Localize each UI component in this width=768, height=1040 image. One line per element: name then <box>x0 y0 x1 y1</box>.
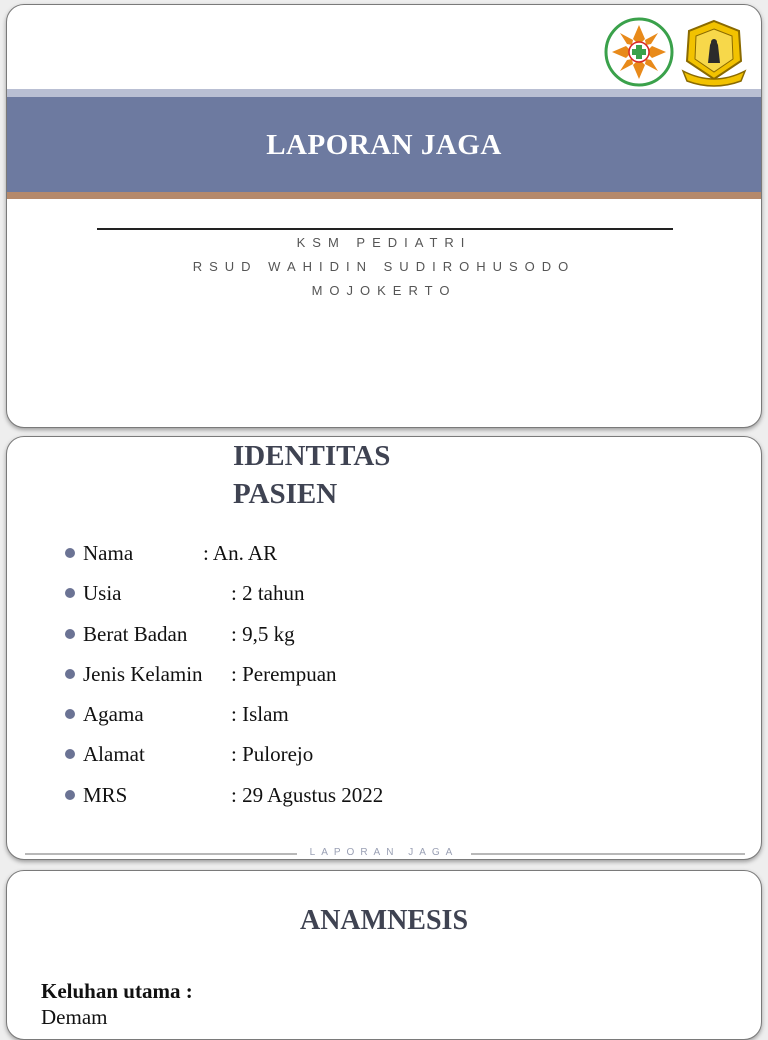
item-label: Alamat <box>83 742 145 767</box>
item-label: MRS <box>83 782 128 807</box>
slide-heading <box>233 437 473 513</box>
hospital-logo-icon <box>603 15 675 89</box>
item-label: Nama <box>83 541 134 565</box>
divider <box>97 228 673 230</box>
subtitle-line: KSM PEDIATRI <box>296 235 472 250</box>
title-band <box>7 89 761 201</box>
item-value: : 29 Agustus 2022 <box>231 782 384 807</box>
university-seal-icon <box>677 15 751 89</box>
title-slide <box>6 4 762 428</box>
bullet-icon <box>65 588 75 598</box>
bullet-icon <box>65 709 75 719</box>
identity-slide <box>6 436 762 860</box>
item-label: Jenis Kelamin <box>83 661 203 686</box>
slide-title: LAPORAN JAGA <box>266 128 502 161</box>
item-value: : Pulorejo <box>231 742 314 767</box>
item-value: : An. AR <box>203 541 278 565</box>
heading-line: IDENTITAS <box>233 440 391 472</box>
bullet-icon <box>65 548 75 558</box>
item-value: : Perempuan <box>231 661 337 686</box>
item-label: Berat Badan <box>83 621 188 646</box>
bullet-icon <box>65 629 75 639</box>
bullet-icon <box>65 749 75 759</box>
item-label: Agama <box>83 702 144 727</box>
item-value: : 9,5 kg <box>231 621 295 646</box>
item-value: : 2 tahun <box>231 581 305 606</box>
subtitle-line: RSUD WAHIDIN SUDIROHUSODO <box>192 259 576 274</box>
heading-line: PASIEN <box>233 478 338 510</box>
keluhan-label: Keluhan utama : <box>41 979 193 1003</box>
slide-heading: ANAMNESIS <box>299 905 469 936</box>
item-label: Usia <box>83 581 122 606</box>
bullet-icon <box>65 669 75 679</box>
slide-footer: LAPORAN JAGA <box>309 847 459 858</box>
item-value: : Islam <box>231 702 289 727</box>
bullet-icon <box>65 790 75 800</box>
keluhan-value: Demam <box>41 1005 108 1029</box>
anamnesis-slide <box>6 870 762 1040</box>
subtitle-line: MOJOKERTO <box>311 283 457 298</box>
